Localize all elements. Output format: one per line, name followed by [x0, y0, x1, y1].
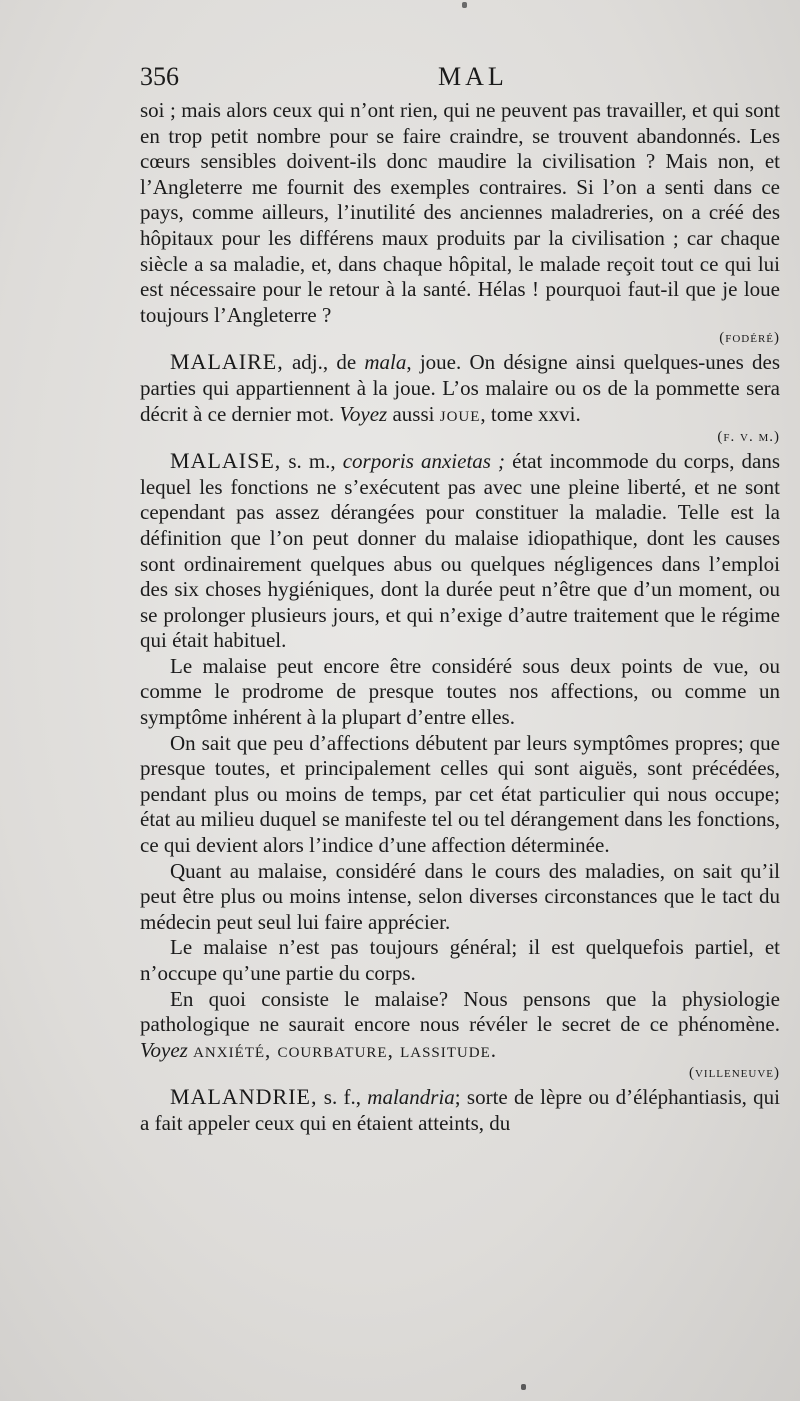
- paragraph: Le malaise peut encore être considéré sous deux points de vue, ou comme le prodrome de presque toutes nos affections, ou comme un symptôme inhérent à la plupart d’entre elles.: [140, 653, 780, 730]
- entry-headword: MALAIRE,: [170, 349, 284, 375]
- body-text: [140, 98, 780, 1137]
- entry-malaire: MALAIRE, adj., de mala, joue. On désigne ainsi quelques-unes des parties qui appartiennent à la joue. L’os malaire ou os de la pommette sera décrit à ce dernier mot. Voyez aussi joue, tome xxvi. (f. v. m.): [140, 349, 780, 448]
- entry-malaise: MALAISE, s. m., corporis anxietas ; état incommode du corps, dans lequel les fonctions ne s’exécutent pas avec une pleine liberté, et ne sont cependant pas assez dérangées pour constituer la maladie. Telle est la définition que l’on peut donner du malaise idiopathique, dont les causes sont ordinairement quelques abus ou quelques négligences dans l’emploi des six choses hygiéniques, dont la durée peut n’être que d’un moment, ou se prolonger plusieurs jours, et qui n’exige d’autre traitement que le régime qui était habituel.: [140, 448, 781, 653]
- entry-malandrie: MALANDRIE, s. f., malandria; sorte de lèpre ou d’éléphantiasis, qui a fait appeler ceux qui en étaient atteints, du: [140, 1084, 780, 1135]
- entry-headword: MALANDRIE,: [170, 1084, 318, 1110]
- paragraph: Le malaise n’est pas toujours général; il est quelquefois partiel, et n’occupe qu’une partie du corps.: [140, 935, 780, 985]
- cross-reference: Voyez: [339, 401, 388, 426]
- page-header: [140, 62, 780, 102]
- author-signature: (villeneuve): [688, 1065, 780, 1082]
- author-signature: (f. v. m.): [717, 429, 780, 446]
- running-head: MAL: [438, 62, 508, 91]
- ink-speck: [521, 1384, 526, 1390]
- entry-headword: MALAISE,: [170, 448, 282, 474]
- ink-speck: [462, 2, 467, 8]
- page-number: 356: [140, 62, 179, 91]
- cross-reference: Voyez: [140, 1037, 188, 1062]
- paragraph: En quoi consiste le malaise? Nous pensons que la physiologie pathologique ne saurait encore nous révéler le secret de ce phénomène. Voyez anxiété, courbature, lassitude. (villeneuve): [140, 987, 780, 1085]
- author-signature: (fodéré): [719, 330, 780, 347]
- paragraph: On sait que peu d’affections débutent par leurs symptômes propres; que presque toutes, et principalement celles qui sont aiguës, sont précédées, pendant plus ou moins de temps, par cet état particulier qui nous occupe; état au milieu duquel se manifeste tel ou tel dérangement dans les fonctions, ce qui devient alors l’indice d’une affection déterminée.: [140, 730, 780, 858]
- paragraph: Quant au malaise, considéré dans le cours des maladies, on sait qu’il peut être plus ou moins intense, selon diverses circonstances que le tact du médecin peut seul lui faire apprécier.: [140, 858, 780, 934]
- paragraph-continuation: soi ; mais alors ceux qui n’ont rien, qui ne peuvent pas travailler, et qui sont en trop petit nombre pour se faire craindre, se trouvent abandonnés. Les cœurs sensibles doivent-ils donc maudire la civilisation ? Mais non, et l’Angleterre me fournit des exemples contraires. Si l’on a senti dans ce pays, comme ailleurs, l’inutilité des anciennes maladreries, on a créé des hôpitaux pour les différens maux produits par la civilisation ; car chaque siècle a sa maladie, et, dans chaque hôpital, le malade reçoit tout ce qui lui est nécessaire pour le retour à la santé. Hélas ! pourquoi faut-il que je loue toujours l’Angleterre ? (fodéré): [140, 98, 780, 349]
